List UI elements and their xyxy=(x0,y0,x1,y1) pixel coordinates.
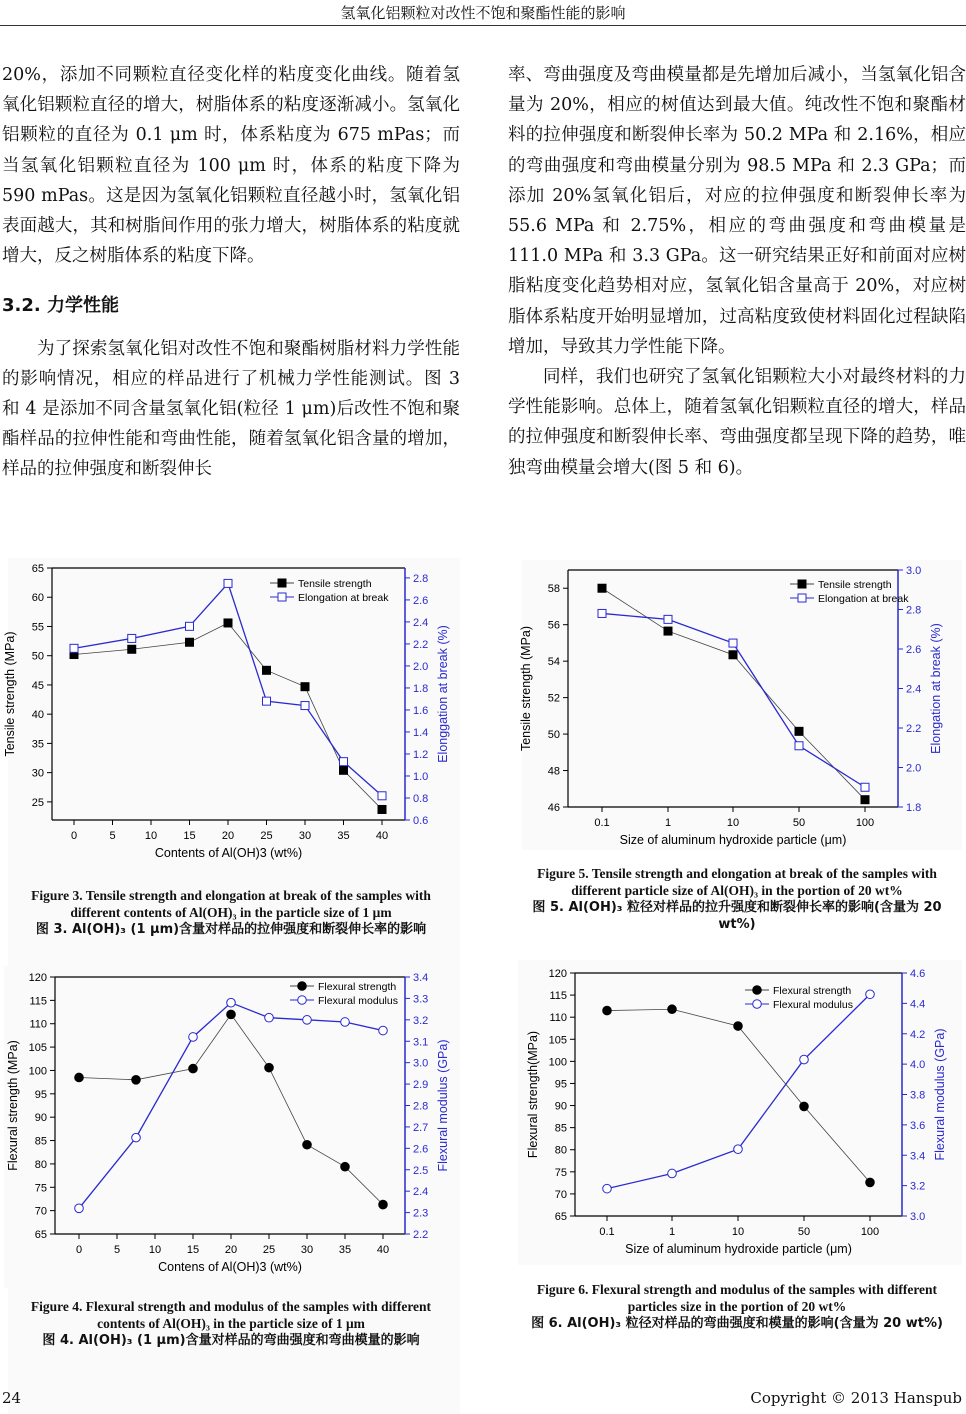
data-point xyxy=(379,1026,388,1035)
data-point xyxy=(186,622,194,630)
y2-tick-label: 2.8 xyxy=(413,572,429,585)
data-point xyxy=(227,1010,236,1019)
y2-tick-label: 1.4 xyxy=(413,726,429,739)
data-point xyxy=(75,1073,84,1082)
figure-6-caption xyxy=(512,1281,962,1332)
y2-tick-label: 3.4 xyxy=(910,1150,926,1163)
x-tick-label: 40 xyxy=(375,830,389,842)
running-header: 氢氧化铝颗粒对改性不饱和聚酯性能的影响 xyxy=(340,4,626,22)
x-tick-label: 20 xyxy=(221,830,235,842)
y2-tick-label: 4.2 xyxy=(910,1028,926,1041)
legend-marker xyxy=(753,986,762,995)
y-tick-label: 25 xyxy=(31,796,44,809)
x-tick-label: 50 xyxy=(797,1226,811,1238)
data-point xyxy=(866,1178,875,1187)
data-point xyxy=(341,1018,350,1027)
y-tick-label: 46 xyxy=(547,802,560,814)
y-tick-label: 35 xyxy=(31,738,44,751)
y2-tick-label: 1.6 xyxy=(413,704,429,717)
y-tick-label: 50 xyxy=(547,729,560,742)
data-point xyxy=(729,639,737,647)
y-tick-label: 115 xyxy=(29,995,47,1008)
data-point xyxy=(189,1033,198,1042)
legend-marker xyxy=(298,982,307,991)
x-tick-label: 50 xyxy=(792,817,806,829)
x-tick-label: 40 xyxy=(376,1244,390,1256)
y2-tick-label: 2.8 xyxy=(906,604,922,617)
paragraph: 为了探索氢氧化铝对改性不饱和聚酯树脂材料力学性能的影响情况，相应的样品进行了机械力学性能测试。图 3 和 4 是添加不同含量氢氧化铝(粒径 1 μm)后改性不饱和聚酯样品的拉伸性能和弯曲性能，随着氢氧化铝含量的增加，样品的拉伸强度和断裂伸长 xyxy=(2,338,460,480)
y-tick-label: 85 xyxy=(34,1135,47,1148)
y-axis-title: Tensile strength (MPa) xyxy=(519,625,533,752)
y-tick-label: 48 xyxy=(547,765,560,778)
y2-tick-label: 3.0 xyxy=(413,1057,429,1070)
y2-tick-label: 2.6 xyxy=(906,644,922,656)
y-tick-label: 65 xyxy=(31,563,44,575)
data-point xyxy=(668,1169,677,1178)
x-tick-label: 35 xyxy=(337,830,350,842)
legend-label: Flexural strength xyxy=(318,981,397,993)
y-axis-title: Flexural strength(MPa) xyxy=(526,1030,540,1159)
x-axis-title: Contents of Al(OH)3 (wt%) xyxy=(154,846,303,860)
legend-marker xyxy=(278,593,286,601)
x-tick-label: 10 xyxy=(731,1226,745,1238)
y2-tick-label: 2.6 xyxy=(413,594,429,607)
x-tick-label: 30 xyxy=(300,1244,314,1256)
y2-tick-label: 1.8 xyxy=(413,682,429,695)
data-point xyxy=(340,766,348,774)
x-tick-label: 0 xyxy=(70,830,78,842)
y-tick-label: 40 xyxy=(31,709,44,722)
legend-label: Elongation at break xyxy=(298,592,389,604)
y-tick-label: 30 xyxy=(31,767,44,780)
y2-tick-label: 2.7 xyxy=(413,1121,429,1134)
legend-label: Flexural modulus xyxy=(318,995,398,1007)
y2-tick-label: 3.4 xyxy=(413,972,429,984)
x-tick-label: 15 xyxy=(183,830,196,842)
y-tick-label: 105 xyxy=(28,1042,47,1055)
y-tick-label: 90 xyxy=(34,1112,47,1125)
data-point xyxy=(265,1063,274,1072)
y2-tick-label: 0.8 xyxy=(413,792,429,805)
x-tick-label: 1 xyxy=(668,1226,676,1238)
y-tick-label: 80 xyxy=(34,1158,47,1171)
figure-5-caption xyxy=(512,865,962,933)
legend-label: Tensile strength xyxy=(818,579,892,591)
data-point xyxy=(378,805,386,813)
y2-axis-title: Elongation at break (%) xyxy=(929,623,943,754)
y2-tick-label: 2.4 xyxy=(413,1186,429,1199)
y-tick-label: 50 xyxy=(31,650,44,663)
data-point xyxy=(861,783,869,791)
y2-tick-label: 2.9 xyxy=(413,1079,429,1092)
y2-tick-label: 2.2 xyxy=(413,638,429,651)
y2-tick-label: 1.0 xyxy=(413,770,429,783)
y2-tick-label: 3.0 xyxy=(906,565,922,577)
y2-tick-label: 3.0 xyxy=(910,1211,926,1223)
y-tick-label: 60 xyxy=(31,592,44,605)
y2-tick-label: 0.6 xyxy=(413,815,429,827)
y2-tick-label: 3.6 xyxy=(910,1119,926,1132)
section-heading: 3.2. 力学性能 xyxy=(2,295,119,317)
data-point xyxy=(263,666,271,674)
caption-zh: 图 6. Al(OH)₃ 粒径对样品的弯曲强度和模量的影响(含量为 20 wt%) xyxy=(531,1316,943,1331)
paragraph: 同样，我们也研究了氢氧化铝颗粒大小对最终材料的力学性能影响。总体上，随着氢氧化铝颗粒直径的增大，样品的拉伸强度和断裂伸长率、弯曲强度都呈现下降的趋势，唯独弯曲模量会增大(图 5 和 6)。 xyxy=(508,367,966,478)
y2-tick-label: 2.2 xyxy=(413,1229,429,1241)
legend-label: Flexural strength xyxy=(773,985,852,997)
data-point xyxy=(664,627,672,635)
data-point xyxy=(341,1162,350,1171)
data-point xyxy=(75,1204,84,1213)
caption-zh: 图 5. Al(OH)₃ 粒径对样品的拉升强度和断裂伸长率的影响(含量为 20 wt%) xyxy=(532,900,942,932)
data-point xyxy=(132,1076,141,1085)
y-tick-label: 120 xyxy=(548,968,567,980)
paragraph: 率、弯曲强度及弯曲模量都是先增加后减小，当氢氧化铝含量为 20%，相应的树值达到最大值。纯改性不饱和聚酯材料的拉伸强度和断裂伸长率为 50.2 MPa 和 2.16%，相应的弯曲强度和弯曲模量分别为 98.5 MPa 和 2.3 GPa；而添加 20%氢氧化铝后，对应的拉伸强度和断裂伸长率为 55.6 MPa 和 2.75%，相应的弯曲强度和弯曲模量是 111.0 MPa 和 3.3 GPa。这一研究结果正好和前面对应树脂粘度变化趋势相对应，氢氧化铝含量高于 20%，对应树脂体系粘度开始明显增加，过高粘度致使材料固化过程缺陷增加，导致其力学性能下降。 xyxy=(508,65,966,357)
y-tick-label: 90 xyxy=(554,1100,567,1113)
data-point xyxy=(729,651,737,659)
y2-tick-label: 2.0 xyxy=(906,762,922,775)
data-point xyxy=(189,1064,198,1073)
x-axis-title: Size of aluminum hydroxide particle (μm) xyxy=(625,1242,852,1256)
data-point xyxy=(70,644,78,652)
data-point xyxy=(795,742,803,750)
y2-tick-label: 2.5 xyxy=(413,1164,429,1177)
x-tick-label: 25 xyxy=(262,1244,276,1256)
legend-marker xyxy=(278,579,286,587)
data-point xyxy=(668,1005,677,1014)
y2-tick-label: 2.6 xyxy=(413,1143,429,1156)
y-tick-label: 95 xyxy=(34,1088,47,1101)
x-tick-label: 10 xyxy=(144,830,158,842)
caption-en: Figure 6. Flexural strength and modulus of the samples with different particles size in the portion of 20 wt% xyxy=(536,1282,938,1314)
y-tick-label: 70 xyxy=(34,1205,47,1218)
y2-tick-label: 3.1 xyxy=(413,1036,429,1049)
data-point xyxy=(128,634,136,642)
data-point xyxy=(861,796,869,804)
y2-tick-label: 3.2 xyxy=(413,1014,429,1027)
y-tick-label: 110 xyxy=(549,1012,567,1025)
data-point xyxy=(734,1145,743,1154)
caption-en: Figure 3. Tensile strength and elongation at break of the samples with different contents of Al(OH)₃ in the particle size of 1 μm xyxy=(31,888,431,920)
legend-marker xyxy=(298,996,307,1005)
data-point xyxy=(301,702,309,710)
data-point xyxy=(132,1133,141,1142)
figure-3-caption xyxy=(6,887,456,938)
chart-background xyxy=(518,960,962,1265)
data-point xyxy=(303,1016,312,1025)
caption-zh: 图 3. Al(OH)₃ (1 μm)含量对样品的拉伸强度和断裂伸长率的影响 xyxy=(35,922,427,937)
data-point xyxy=(224,619,232,627)
y2-axis-title: Flexural modulus (GPa) xyxy=(933,1028,947,1161)
y-axis-title: Tensile strength (MPa) xyxy=(3,631,17,757)
data-point xyxy=(265,1013,274,1022)
legend-label: Tensile strength xyxy=(298,578,372,590)
data-point xyxy=(128,645,136,653)
legend-label: Flexural modulus xyxy=(773,999,853,1011)
y2-tick-label: 3.2 xyxy=(910,1180,926,1193)
legend-label: Elongation at break xyxy=(818,593,909,605)
figure-4-caption xyxy=(6,1298,456,1349)
y2-tick-label: 3.8 xyxy=(910,1089,926,1102)
y-tick-label: 85 xyxy=(554,1122,567,1135)
y2-axis-title: Flexural modulus (GPa) xyxy=(436,1039,450,1172)
y2-tick-label: 2.4 xyxy=(906,683,922,696)
x-tick-label: 25 xyxy=(260,830,273,842)
caption-zh: 图 4. Al(OH)₃ (1 μm)含量对样品的弯曲强度和弯曲模量的影响 xyxy=(42,1333,420,1348)
data-point xyxy=(379,1200,388,1209)
y2-tick-label: 4.4 xyxy=(910,998,926,1011)
paragraph: 20%，添加不同颗粒直径变化样的粘度变化曲线。随着氢氧化铝颗粒直径的增大，树脂体系的粘度逐渐减小。氢氧化铝颗粒的直径为 0.1 μm 时，体系粘度为 675 mPas；而当氢氧化铝颗粒直径为 100 μm 时，体系的粘度下降为 590 mPas。这是因为氢氧化铝颗粒直径越小时，氢氧化铝表面越大，其和树脂间作用的张力增大，树脂体系的粘度就增大，反之树脂体系的粘度下降。 xyxy=(2,65,460,267)
y-tick-label: 75 xyxy=(554,1166,567,1179)
y-tick-label: 95 xyxy=(554,1078,567,1091)
caption-en: Figure 4. Flexural strength and modulus of the samples with different contents of Al(OH)₃ in the particle size of 1 μm xyxy=(30,1299,432,1331)
x-tick-label: 100 xyxy=(860,1226,880,1238)
y2-tick-label: 2.4 xyxy=(413,616,429,629)
y2-tick-label: 2.2 xyxy=(906,723,922,735)
y-tick-label: 45 xyxy=(31,679,44,692)
y-tick-label: 75 xyxy=(34,1182,47,1195)
y-tick-label: 105 xyxy=(548,1034,567,1047)
data-point xyxy=(378,792,386,800)
x-tick-label: 0.1 xyxy=(594,817,610,829)
y-tick-label: 115 xyxy=(549,990,567,1003)
x-tick-label: 10 xyxy=(148,1244,162,1256)
x-tick-label: 30 xyxy=(298,830,312,842)
data-point xyxy=(800,1102,809,1111)
x-tick-label: 0.1 xyxy=(599,1226,615,1238)
data-point xyxy=(603,1184,612,1193)
y-tick-label: 54 xyxy=(547,656,560,669)
x-tick-label: 15 xyxy=(186,1244,200,1256)
y-tick-label: 100 xyxy=(28,1065,47,1078)
y2-tick-label: 1.2 xyxy=(413,748,429,761)
caption-en: Figure 5. Tensile strength and elongation at break of the samples with different particle size of Al(OH)₃ in the portion of 20 wt% xyxy=(537,866,937,898)
x-tick-label: 5 xyxy=(109,830,116,842)
data-point xyxy=(800,1055,809,1064)
data-point xyxy=(603,1006,612,1015)
y-tick-label: 100 xyxy=(548,1056,567,1069)
y-tick-label: 56 xyxy=(547,619,560,632)
y2-tick-label: 2.8 xyxy=(413,1100,429,1113)
y-tick-label: 55 xyxy=(31,621,44,634)
y2-axis-title: Elonggation at break (%) xyxy=(436,625,450,763)
y-tick-label: 65 xyxy=(554,1211,567,1223)
copyright: Copyright © 2013 Hanspub xyxy=(750,1389,962,1407)
y-tick-label: 120 xyxy=(28,972,47,984)
data-point xyxy=(664,615,672,623)
data-point xyxy=(598,609,606,617)
y-tick-label: 110 xyxy=(29,1018,47,1031)
y-tick-label: 70 xyxy=(554,1188,567,1201)
y2-tick-label: 1.8 xyxy=(906,802,922,814)
legend-marker xyxy=(798,580,806,588)
data-point xyxy=(795,727,803,735)
x-tick-label: 35 xyxy=(338,1244,352,1256)
data-point xyxy=(224,579,232,587)
data-point xyxy=(734,1022,743,1031)
data-point xyxy=(303,1140,312,1149)
data-point xyxy=(186,638,194,646)
y2-tick-label: 3.3 xyxy=(413,993,429,1006)
x-axis-title: Size of aluminum hydroxide particle (μm) xyxy=(619,833,847,847)
x-axis-title: Contens of Al(OH)3 (wt%) xyxy=(158,1260,302,1274)
y2-tick-label: 4.6 xyxy=(910,968,926,980)
data-point xyxy=(301,683,309,691)
x-tick-label: 5 xyxy=(113,1244,121,1256)
x-tick-label: 20 xyxy=(224,1244,238,1256)
x-tick-label: 100 xyxy=(855,817,875,829)
y-tick-label: 52 xyxy=(547,692,560,705)
y-tick-label: 58 xyxy=(547,583,560,596)
data-point xyxy=(263,697,271,705)
legend-marker xyxy=(798,594,806,602)
y2-tick-label: 2.3 xyxy=(413,1207,429,1220)
legend-marker xyxy=(753,1000,762,1009)
data-point xyxy=(227,998,236,1007)
y-tick-label: 65 xyxy=(34,1229,47,1241)
x-tick-label: 0 xyxy=(75,1244,83,1256)
y-tick-label: 80 xyxy=(554,1144,567,1157)
x-tick-label: 1 xyxy=(664,817,672,829)
page-number: 24 xyxy=(2,1389,22,1407)
x-tick-label: 10 xyxy=(726,817,740,829)
y2-tick-label: 2.0 xyxy=(413,660,429,673)
y-axis-title: Flexural strength (MPa) xyxy=(6,1040,20,1171)
data-point xyxy=(866,990,875,999)
data-point xyxy=(598,584,606,592)
y2-tick-label: 4.0 xyxy=(910,1059,926,1072)
data-point xyxy=(340,758,348,766)
